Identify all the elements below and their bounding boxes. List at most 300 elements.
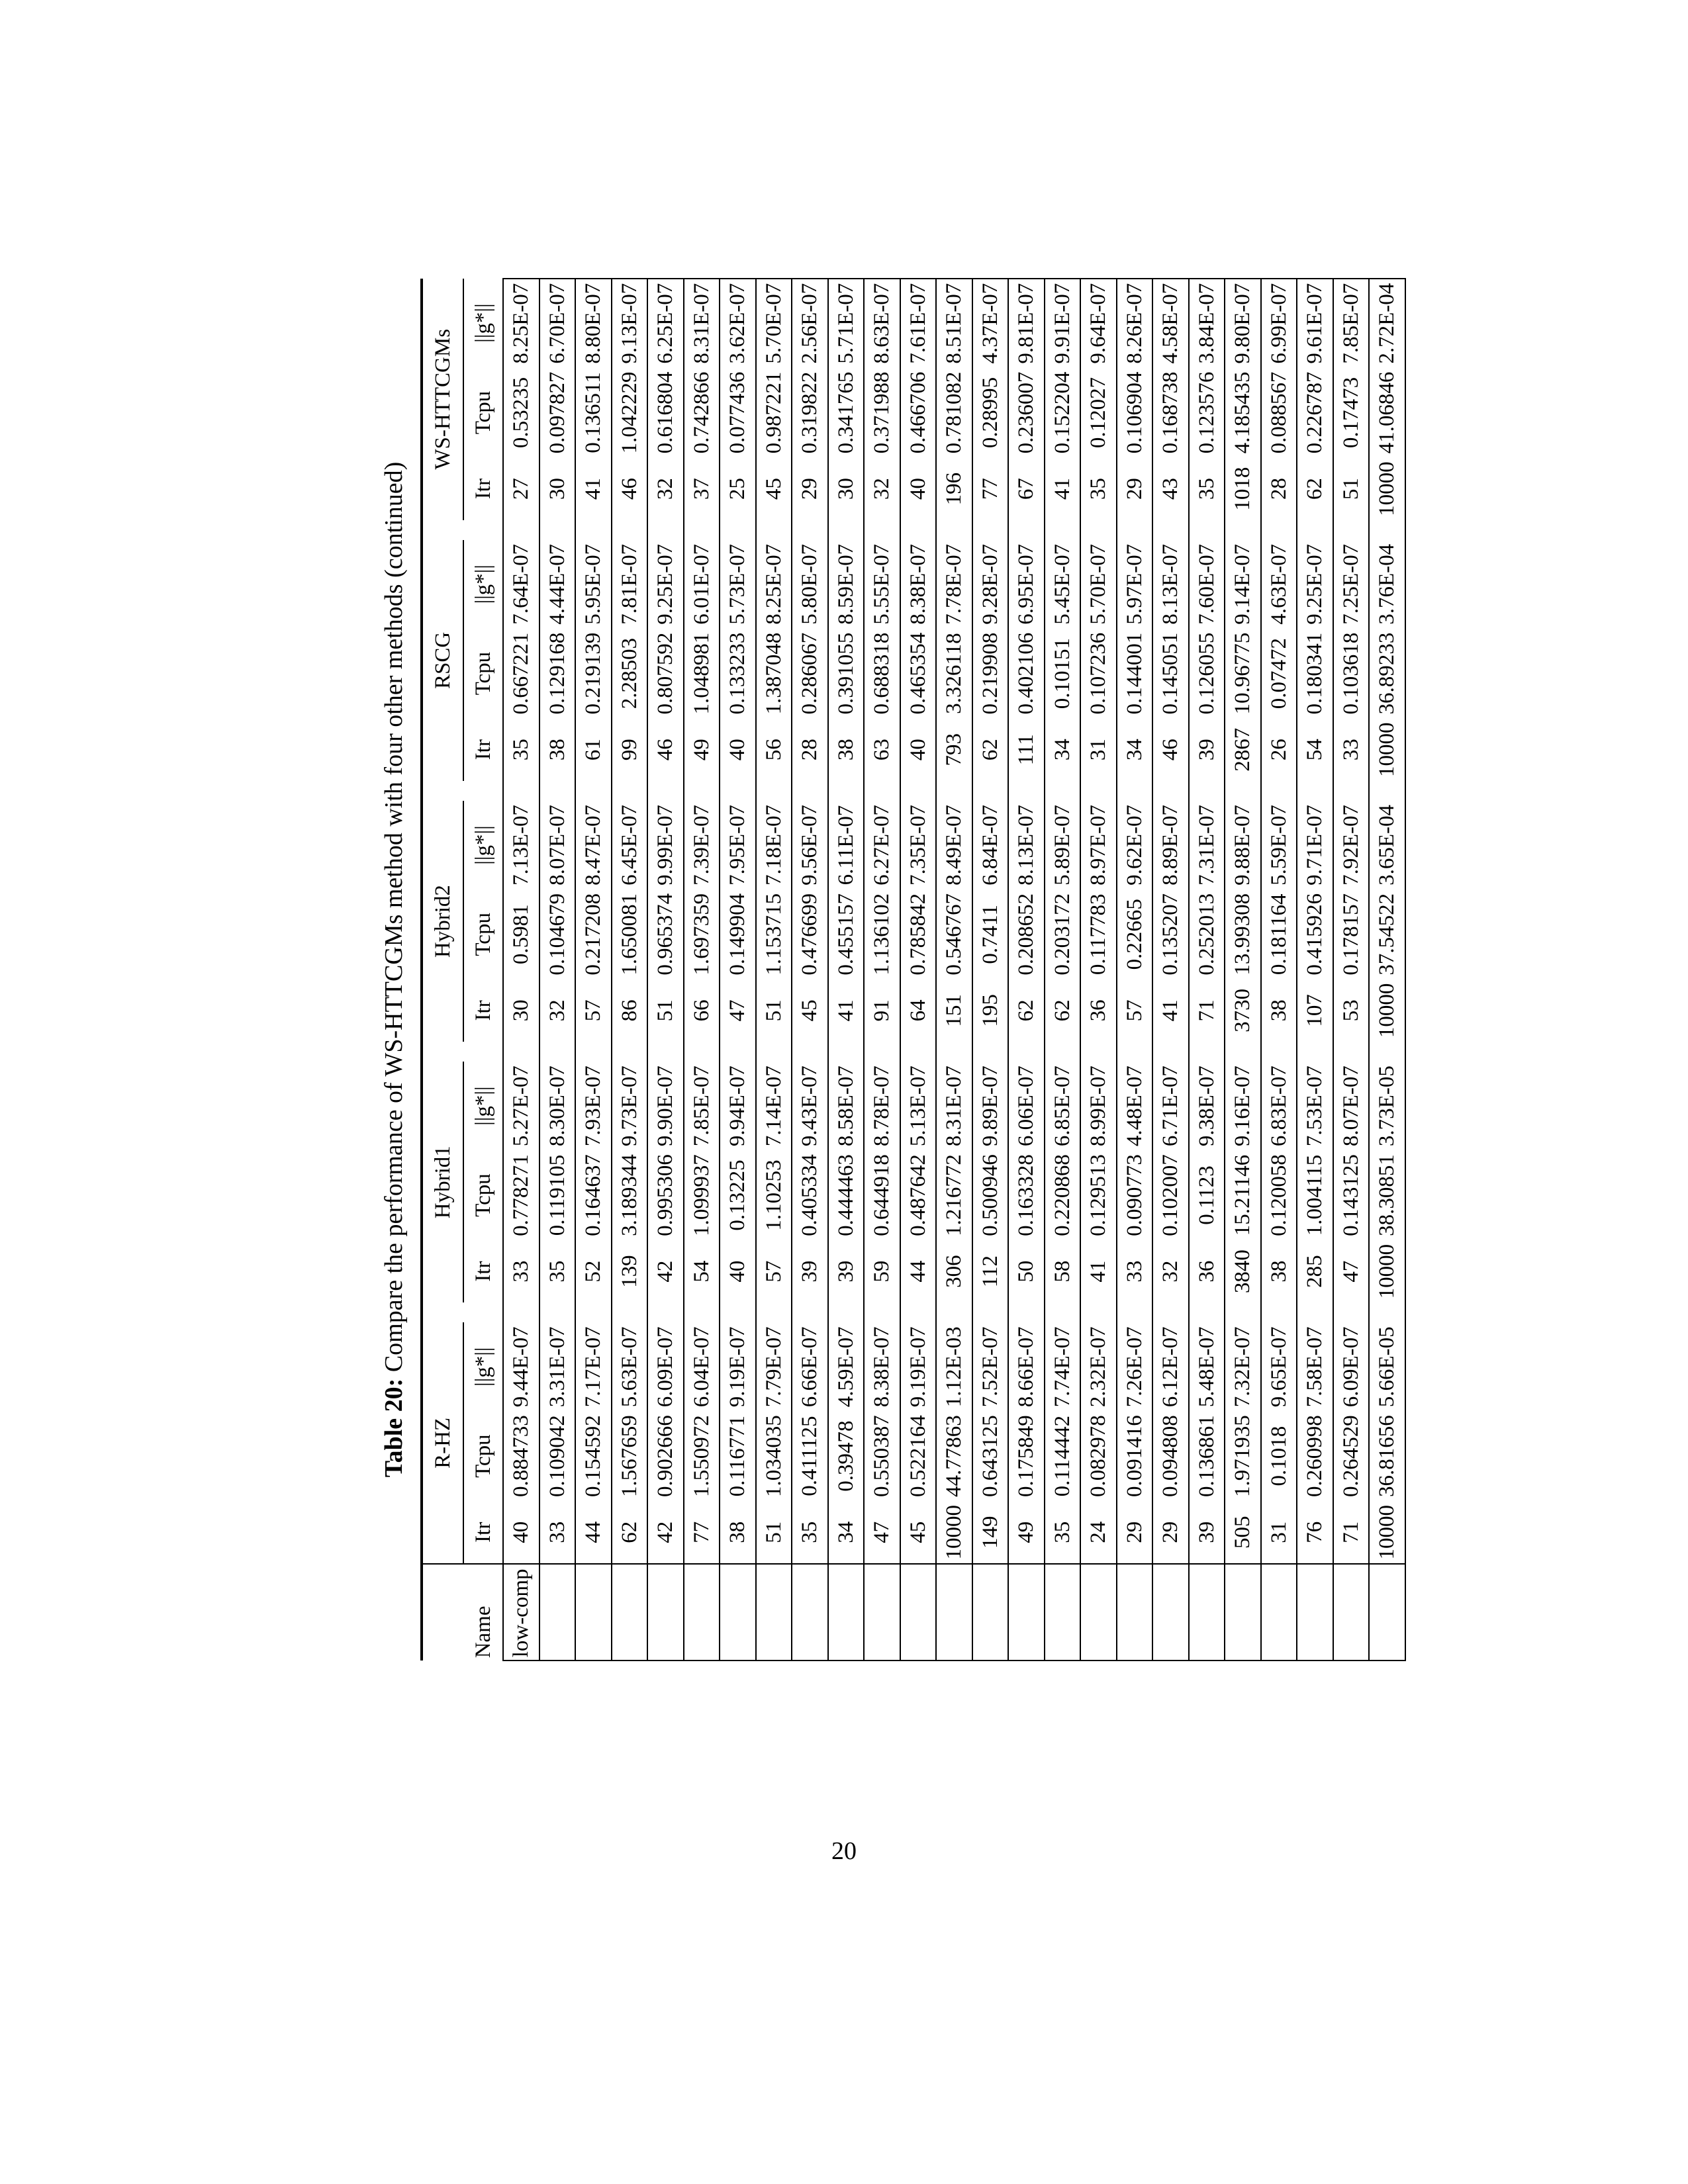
ws-gnorm-cell: 6.25E-07 (647, 279, 684, 368)
rhz-tcpu-cell: 0.082978 (1080, 1411, 1117, 1501)
rhz-itr-cell: 35 (792, 1501, 828, 1565)
h1-itr-cell: 33 (503, 1240, 539, 1303)
ws-gnorm-cell: 7.85E-07 (1333, 279, 1370, 368)
h1-tcpu-cell: 0.120058 (1261, 1150, 1297, 1240)
h1-itr-cell: 54 (684, 1240, 720, 1303)
problem-name-cell (575, 1564, 612, 1661)
ws-tcpu-cell: 4.185435 (1225, 368, 1261, 458)
method-header: RSCG (431, 631, 455, 690)
rscg-tcpu-cell: 1.048981 (684, 629, 720, 719)
rhz-itr-cell: 45 (900, 1501, 937, 1565)
h2-itr-cell: 47 (720, 979, 756, 1042)
ws-gnorm-cell: 3.84E-07 (1189, 279, 1225, 368)
h2-itr-cell: 62 (1045, 979, 1081, 1042)
h1-gnorm-cell: 8.07E-07 (1333, 1062, 1370, 1150)
rscg-itr-cell: 111 (1008, 719, 1045, 782)
ws-tcpu-cell: 0.226787 (1297, 368, 1333, 458)
ws-itr-cell: 77 (972, 457, 1009, 520)
h1-gnorm-cell: 9.38E-07 (1189, 1062, 1225, 1150)
h1-gnorm-cell: 8.99E-07 (1080, 1062, 1117, 1150)
rscg-tcpu-cell: 0.219908 (972, 629, 1009, 719)
rscg-itr-cell: 46 (647, 719, 684, 782)
table-row (684, 279, 720, 1661)
h1-tcpu-cell: 0.405334 (792, 1150, 828, 1240)
rhz-itr-cell: 76 (1297, 1501, 1333, 1565)
table-row (1152, 279, 1189, 1661)
table-row (1225, 279, 1261, 1661)
rscg-itr-cell: 61 (575, 719, 612, 782)
rhz-gnorm-cell: 4.59E-07 (828, 1322, 865, 1411)
rscg-tcpu-cell: 0.126055 (1189, 629, 1225, 719)
ws-tcpu-cell: 0.136511 (575, 368, 612, 458)
rscg-gnorm-cell: 5.73E-07 (720, 540, 756, 629)
h1-tcpu-cell: 1.10253 (756, 1150, 792, 1240)
problem-name-cell (1261, 1564, 1297, 1661)
h1-itr-cell: 3840 (1225, 1240, 1261, 1303)
rscg-itr-cell: 38 (828, 719, 865, 782)
h2-gnorm-cell: 9.71E-07 (1297, 801, 1333, 889)
h2-gnorm-cell: 8.89E-07 (1152, 801, 1189, 889)
table-row (612, 279, 648, 1661)
method-header: Hybrid1 (431, 1146, 455, 1219)
problem-name-cell (1008, 1564, 1045, 1661)
rhz-gnorm-cell: 6.66E-07 (792, 1322, 828, 1411)
rhz-gnorm-cell: 3.31E-07 (539, 1322, 576, 1411)
rhz-gnorm-cell: 6.09E-07 (647, 1322, 684, 1411)
caption-label: Table 20: (380, 1378, 408, 1478)
rscg-tcpu-cell: 0.103618 (1333, 629, 1370, 719)
ws-gnorm-cell: 6.99E-07 (1261, 279, 1297, 368)
ws-gnorm-cell: 5.70E-07 (756, 279, 792, 368)
h2-itr-cell: 3730 (1225, 979, 1261, 1042)
h2-gnorm-cell: 3.65E-04 (1369, 801, 1405, 889)
rhz-itr-cell: 10000 (1369, 1501, 1405, 1565)
h1-tcpu-cell: 1.099937 (684, 1150, 720, 1240)
ws-itr-cell: 35 (1080, 457, 1117, 520)
rhz-tcpu-cell: 0.884733 (503, 1411, 539, 1501)
ws-gnorm-cell: 8.51E-07 (936, 279, 972, 368)
h1-gnorm-cell: 9.73E-07 (612, 1062, 648, 1150)
h2-tcpu-cell: 0.252013 (1189, 889, 1225, 979)
h1-gnorm-cell: 7.85E-07 (684, 1062, 720, 1150)
ws-itr-cell: 29 (792, 457, 828, 520)
table-row (1369, 279, 1405, 1661)
h2-tcpu-cell: 13.99308 (1225, 889, 1261, 979)
rhz-itr-cell: 24 (1080, 1501, 1117, 1565)
h2-tcpu-cell: 0.117783 (1080, 889, 1117, 979)
table-caption (367, 248, 420, 1691)
ws-gnorm-cell: 3.62E-07 (720, 279, 756, 368)
h1-itr-cell: 39 (828, 1240, 865, 1303)
rscg-gnorm-cell: 8.59E-07 (828, 540, 865, 629)
h1-itr-cell: 285 (1297, 1240, 1333, 1303)
h1-tcpu-cell: 0.644918 (864, 1150, 900, 1240)
ws-tcpu-cell: 1.042229 (612, 368, 648, 458)
h2-gnorm-cell: 8.49E-07 (936, 801, 972, 889)
rhz-tcpu-cell: 36.81656 (1369, 1411, 1405, 1501)
rscg-tcpu-cell: 1.387048 (756, 629, 792, 719)
subcolumn-header: Itr (463, 979, 503, 1042)
h2-tcpu-cell: 1.650081 (612, 889, 648, 979)
subcolumn-header: Itr (463, 1501, 503, 1565)
rscg-gnorm-cell: 7.25E-07 (1333, 540, 1370, 629)
rhz-gnorm-cell: 2.32E-07 (1080, 1322, 1117, 1411)
h1-gnorm-cell: 4.48E-07 (1117, 1062, 1153, 1150)
rhz-itr-cell: 33 (539, 1501, 576, 1565)
h1-tcpu-cell: 0.220868 (1045, 1150, 1081, 1240)
h2-itr-cell: 71 (1189, 979, 1225, 1042)
problem-name-cell (864, 1564, 900, 1661)
rscg-tcpu-cell: 0.07472 (1261, 629, 1297, 719)
h2-itr-cell: 62 (1008, 979, 1045, 1042)
h2-gnorm-cell: 7.18E-07 (756, 801, 792, 889)
rscg-gnorm-cell: 8.25E-07 (756, 540, 792, 629)
rscg-itr-cell: 40 (720, 719, 756, 782)
rhz-gnorm-cell: 9.44E-07 (503, 1322, 539, 1411)
rscg-gnorm-cell: 5.55E-07 (864, 540, 900, 629)
table-row (792, 279, 828, 1661)
rhz-itr-cell: 35 (1045, 1501, 1081, 1565)
h2-itr-cell: 36 (1080, 979, 1117, 1042)
rscg-itr-cell: 34 (1117, 719, 1153, 782)
problem-name-cell (972, 1564, 1009, 1661)
ws-itr-cell: 10000 (1369, 457, 1405, 520)
caption-text: Compare the performance of WS-HTTCGMs method with four other methods (continued) (380, 461, 408, 1373)
name-column-header: Name (463, 1564, 503, 1661)
table-row (1117, 279, 1153, 1661)
rscg-itr-cell: 39 (1189, 719, 1225, 782)
rscg-tcpu-cell: 0.133233 (720, 629, 756, 719)
ws-tcpu-cell: 0.616804 (647, 368, 684, 458)
ws-itr-cell: 37 (684, 457, 720, 520)
rhz-itr-cell: 51 (756, 1501, 792, 1565)
h2-itr-cell: 86 (612, 979, 648, 1042)
table-row (539, 279, 576, 1661)
h2-gnorm-cell: 7.13E-07 (503, 801, 539, 889)
h2-gnorm-cell: 6.27E-07 (864, 801, 900, 889)
rscg-itr-cell: 10000 (1369, 719, 1405, 782)
h1-itr-cell: 41 (1080, 1240, 1117, 1303)
rhz-itr-cell: 31 (1261, 1501, 1297, 1565)
rhz-tcpu-cell: 0.39478 (828, 1411, 865, 1501)
rscg-gnorm-cell: 7.64E-07 (503, 540, 539, 629)
rscg-gnorm-cell: 6.95E-07 (1008, 540, 1045, 629)
ws-itr-cell: 41 (1045, 457, 1081, 520)
h1-gnorm-cell: 9.90E-07 (647, 1062, 684, 1150)
rhz-itr-cell: 505 (1225, 1501, 1261, 1565)
h1-gnorm-cell: 6.83E-07 (1261, 1062, 1297, 1150)
rscg-tcpu-cell: 36.89233 (1369, 629, 1405, 719)
table-row (1333, 279, 1370, 1661)
table-row (1045, 279, 1081, 1661)
rhz-itr-cell: 38 (720, 1501, 756, 1565)
h2-itr-cell: 38 (1261, 979, 1297, 1042)
ws-itr-cell: 45 (756, 457, 792, 520)
h2-gnorm-cell: 6.45E-07 (612, 801, 648, 889)
rscg-itr-cell: 2867 (1225, 719, 1261, 782)
ws-tcpu-cell: 0.28995 (972, 368, 1009, 458)
ws-gnorm-cell: 9.80E-07 (1225, 279, 1261, 368)
ws-itr-cell: 40 (900, 457, 937, 520)
ws-tcpu-cell: 0.341765 (828, 368, 865, 458)
rhz-gnorm-cell: 6.09E-07 (1333, 1322, 1370, 1411)
h2-gnorm-cell: 7.95E-07 (720, 801, 756, 889)
h2-tcpu-cell: 0.965374 (647, 889, 684, 979)
h1-tcpu-cell: 1.216772 (936, 1150, 972, 1240)
ws-gnorm-cell: 8.25E-07 (503, 279, 539, 368)
h1-itr-cell: 36 (1189, 1240, 1225, 1303)
problem-name-cell (1080, 1564, 1117, 1661)
subcolumn-header: ||g*|| (463, 279, 503, 368)
rscg-itr-cell: 54 (1297, 719, 1333, 782)
rhz-gnorm-cell: 7.74E-07 (1045, 1322, 1081, 1411)
rhz-tcpu-cell: 0.114442 (1045, 1411, 1081, 1501)
rscg-itr-cell: 46 (1152, 719, 1189, 782)
rscg-gnorm-cell: 9.25E-07 (647, 540, 684, 629)
rscg-itr-cell: 28 (792, 719, 828, 782)
h1-itr-cell: 40 (720, 1240, 756, 1303)
h2-gnorm-cell: 8.07E-07 (539, 801, 576, 889)
problem-name-cell (756, 1564, 792, 1661)
h1-itr-cell: 59 (864, 1240, 900, 1303)
h1-itr-cell: 35 (539, 1240, 576, 1303)
rscg-gnorm-cell: 7.81E-07 (612, 540, 648, 629)
rscg-itr-cell: 49 (684, 719, 720, 782)
h2-tcpu-cell: 0.22665 (1117, 889, 1153, 979)
ws-itr-cell: 25 (720, 457, 756, 520)
h2-itr-cell: 51 (756, 979, 792, 1042)
rscg-itr-cell: 33 (1333, 719, 1370, 782)
rhz-gnorm-cell: 5.63E-07 (612, 1322, 648, 1411)
ws-tcpu-cell: 0.781082 (936, 368, 972, 458)
rscg-gnorm-cell: 5.70E-07 (1080, 540, 1117, 629)
rhz-itr-cell: 49 (1008, 1501, 1045, 1565)
h2-gnorm-cell: 9.99E-07 (647, 801, 684, 889)
rhz-tcpu-cell: 0.116771 (720, 1411, 756, 1501)
rhz-tcpu-cell: 0.136861 (1189, 1411, 1225, 1501)
h2-gnorm-cell: 9.88E-07 (1225, 801, 1261, 889)
rscg-tcpu-cell: 0.10151 (1045, 629, 1081, 719)
rhz-itr-cell: 39 (1189, 1501, 1225, 1565)
h2-itr-cell: 45 (792, 979, 828, 1042)
problem-name-cell (1225, 1564, 1261, 1661)
h1-itr-cell: 50 (1008, 1240, 1045, 1303)
rscg-tcpu-cell: 2.28503 (612, 629, 648, 719)
problem-name-cell (684, 1564, 720, 1661)
rscg-gnorm-cell: 5.97E-07 (1117, 540, 1153, 629)
h1-itr-cell: 57 (756, 1240, 792, 1303)
table-body (503, 279, 1405, 1661)
subcolumn-header: Tcpu (463, 368, 503, 458)
rhz-tcpu-cell: 1.567659 (612, 1411, 648, 1501)
rscg-tcpu-cell: 0.688318 (864, 629, 900, 719)
subcolumn-header: Itr (463, 719, 503, 782)
h2-tcpu-cell: 0.7411 (972, 889, 1009, 979)
h1-tcpu-cell: 0.1123 (1189, 1150, 1225, 1240)
rhz-gnorm-cell: 5.66E-05 (1369, 1322, 1405, 1411)
h2-tcpu-cell: 0.5981 (503, 889, 539, 979)
ws-tcpu-cell: 0.12027 (1080, 368, 1117, 458)
ws-tcpu-cell: 0.742866 (684, 368, 720, 458)
method-header-row (422, 279, 463, 1661)
rscg-itr-cell: 99 (612, 719, 648, 782)
rscg-itr-cell: 38 (539, 719, 576, 782)
h2-itr-cell: 53 (1333, 979, 1370, 1042)
h1-tcpu-cell: 0.13225 (720, 1150, 756, 1240)
method-header: Hybrid2 (431, 885, 455, 958)
ws-gnorm-cell: 6.70E-07 (539, 279, 576, 368)
ws-gnorm-cell: 4.37E-07 (972, 279, 1009, 368)
h2-gnorm-cell: 7.35E-07 (900, 801, 937, 889)
h2-itr-cell: 107 (1297, 979, 1333, 1042)
ws-gnorm-cell: 9.91E-07 (1045, 279, 1081, 368)
rscg-gnorm-cell: 3.76E-04 (1369, 540, 1405, 629)
h2-tcpu-cell: 0.178157 (1333, 889, 1370, 979)
rscg-gnorm-cell: 4.63E-07 (1261, 540, 1297, 629)
h1-gnorm-cell: 6.06E-07 (1008, 1062, 1045, 1150)
h2-tcpu-cell: 0.203172 (1045, 889, 1081, 979)
rscg-itr-cell: 35 (503, 719, 539, 782)
h2-tcpu-cell: 0.149904 (720, 889, 756, 979)
ws-itr-cell: 27 (503, 457, 539, 520)
problem-name-cell (720, 1564, 756, 1661)
ws-gnorm-cell: 9.61E-07 (1297, 279, 1333, 368)
rscg-gnorm-cell: 9.14E-07 (1225, 540, 1261, 629)
subcolumn-header: Tcpu (463, 889, 503, 979)
table-row (1080, 279, 1117, 1661)
ws-itr-cell: 28 (1261, 457, 1297, 520)
problem-name-cell (1297, 1564, 1333, 1661)
ws-tcpu-cell: 41.06846 (1369, 368, 1405, 458)
h2-gnorm-cell: 9.56E-07 (792, 801, 828, 889)
h2-itr-cell: 57 (1117, 979, 1153, 1042)
ws-gnorm-cell: 9.13E-07 (612, 279, 648, 368)
rhz-gnorm-cell: 7.58E-07 (1297, 1322, 1333, 1411)
method-header: WS-HTTCGMs (431, 328, 455, 470)
h2-tcpu-cell: 0.181164 (1261, 889, 1297, 979)
rhz-gnorm-cell: 8.38E-07 (864, 1322, 900, 1411)
h1-itr-cell: 42 (647, 1240, 684, 1303)
problem-name-cell (1189, 1564, 1225, 1661)
h1-tcpu-cell: 0.102007 (1152, 1150, 1189, 1240)
rotated-table-page (367, 248, 1399, 1691)
h2-itr-cell: 32 (539, 979, 576, 1042)
subcolumn-header: Tcpu (463, 629, 503, 719)
h1-itr-cell: 306 (936, 1240, 972, 1303)
h1-itr-cell: 44 (900, 1240, 937, 1303)
rhz-tcpu-cell: 0.522164 (900, 1411, 937, 1501)
rhz-tcpu-cell: 1.971935 (1225, 1411, 1261, 1501)
h1-itr-cell: 38 (1261, 1240, 1297, 1303)
rscg-itr-cell: 56 (756, 719, 792, 782)
rhz-tcpu-cell: 0.260998 (1297, 1411, 1333, 1501)
h2-gnorm-cell: 6.84E-07 (972, 801, 1009, 889)
h1-tcpu-cell: 1.004115 (1297, 1150, 1333, 1240)
h2-gnorm-cell: 8.97E-07 (1080, 801, 1117, 889)
table-row (1008, 279, 1045, 1661)
h1-tcpu-cell: 38.30851 (1369, 1150, 1405, 1240)
rhz-itr-cell: 42 (647, 1501, 684, 1565)
h2-tcpu-cell: 0.208652 (1008, 889, 1045, 979)
h1-gnorm-cell: 8.58E-07 (828, 1062, 865, 1150)
h1-tcpu-cell: 0.164637 (575, 1150, 612, 1240)
rscg-tcpu-cell: 0.667221 (503, 629, 539, 719)
h1-gnorm-cell: 8.30E-07 (539, 1062, 576, 1150)
h2-itr-cell: 151 (936, 979, 972, 1042)
ws-tcpu-cell: 0.17473 (1333, 368, 1370, 458)
rhz-tcpu-cell: 1.034035 (756, 1411, 792, 1501)
h1-gnorm-cell: 5.13E-07 (900, 1062, 937, 1150)
rscg-itr-cell: 793 (936, 719, 972, 782)
h1-tcpu-cell: 15.21146 (1225, 1150, 1261, 1240)
h2-tcpu-cell: 0.476699 (792, 889, 828, 979)
rhz-itr-cell: 29 (1152, 1501, 1189, 1565)
rhz-gnorm-cell: 9.65E-07 (1261, 1322, 1297, 1411)
problem-name-cell (1045, 1564, 1081, 1661)
ws-itr-cell: 1018 (1225, 457, 1261, 520)
rscg-gnorm-cell: 5.45E-07 (1045, 540, 1081, 629)
ws-tcpu-cell: 0.106904 (1117, 368, 1153, 458)
table-row (647, 279, 684, 1661)
ws-itr-cell: 51 (1333, 457, 1370, 520)
ws-tcpu-cell: 0.077436 (720, 368, 756, 458)
rhz-itr-cell: 40 (503, 1501, 539, 1565)
rhz-itr-cell: 34 (828, 1501, 865, 1565)
problem-name-cell (828, 1564, 865, 1661)
ws-gnorm-cell: 8.63E-07 (864, 279, 900, 368)
rhz-tcpu-cell: 0.109042 (539, 1411, 576, 1501)
rhz-tcpu-cell: 1.550972 (684, 1411, 720, 1501)
rscg-itr-cell: 31 (1080, 719, 1117, 782)
rscg-gnorm-cell: 5.80E-07 (792, 540, 828, 629)
subcolumn-header: Tcpu (463, 1411, 503, 1501)
problem-name-cell (1369, 1564, 1405, 1661)
rscg-gnorm-cell: 4.44E-07 (539, 540, 576, 629)
ws-tcpu-cell: 0.168738 (1152, 368, 1189, 458)
h2-tcpu-cell: 0.217208 (575, 889, 612, 979)
rhz-tcpu-cell: 44.77863 (936, 1411, 972, 1501)
rscg-gnorm-cell: 7.78E-07 (936, 540, 972, 629)
problem-name-cell: low-comp (503, 1564, 539, 1661)
rscg-gnorm-cell: 7.60E-07 (1189, 540, 1225, 629)
ws-gnorm-cell: 4.58E-07 (1152, 279, 1189, 368)
h2-gnorm-cell: 7.31E-07 (1189, 801, 1225, 889)
h1-itr-cell: 112 (972, 1240, 1009, 1303)
h2-gnorm-cell: 8.13E-07 (1008, 801, 1045, 889)
h1-gnorm-cell: 9.16E-07 (1225, 1062, 1261, 1150)
rhz-tcpu-cell: 0.154592 (575, 1411, 612, 1501)
h1-gnorm-cell: 7.53E-07 (1297, 1062, 1333, 1150)
rhz-gnorm-cell: 9.19E-07 (720, 1322, 756, 1411)
ws-gnorm-cell: 9.81E-07 (1008, 279, 1045, 368)
h1-itr-cell: 139 (612, 1240, 648, 1303)
rhz-tcpu-cell: 0.643125 (972, 1411, 1009, 1501)
rscg-itr-cell: 63 (864, 719, 900, 782)
h2-gnorm-cell: 9.62E-07 (1117, 801, 1153, 889)
ws-tcpu-cell: 0.097827 (539, 368, 576, 458)
rhz-gnorm-cell: 1.12E-03 (936, 1322, 972, 1411)
ws-itr-cell: 67 (1008, 457, 1045, 520)
ws-itr-cell: 32 (647, 457, 684, 520)
h1-itr-cell: 33 (1117, 1240, 1153, 1303)
rhz-itr-cell: 71 (1333, 1501, 1370, 1565)
subcolumn-header: ||g*|| (463, 1322, 503, 1411)
rscg-tcpu-cell: 0.286067 (792, 629, 828, 719)
h2-gnorm-cell: 8.47E-07 (575, 801, 612, 889)
table-row (936, 279, 972, 1661)
ws-itr-cell: 41 (575, 457, 612, 520)
rhz-gnorm-cell: 7.79E-07 (756, 1322, 792, 1411)
